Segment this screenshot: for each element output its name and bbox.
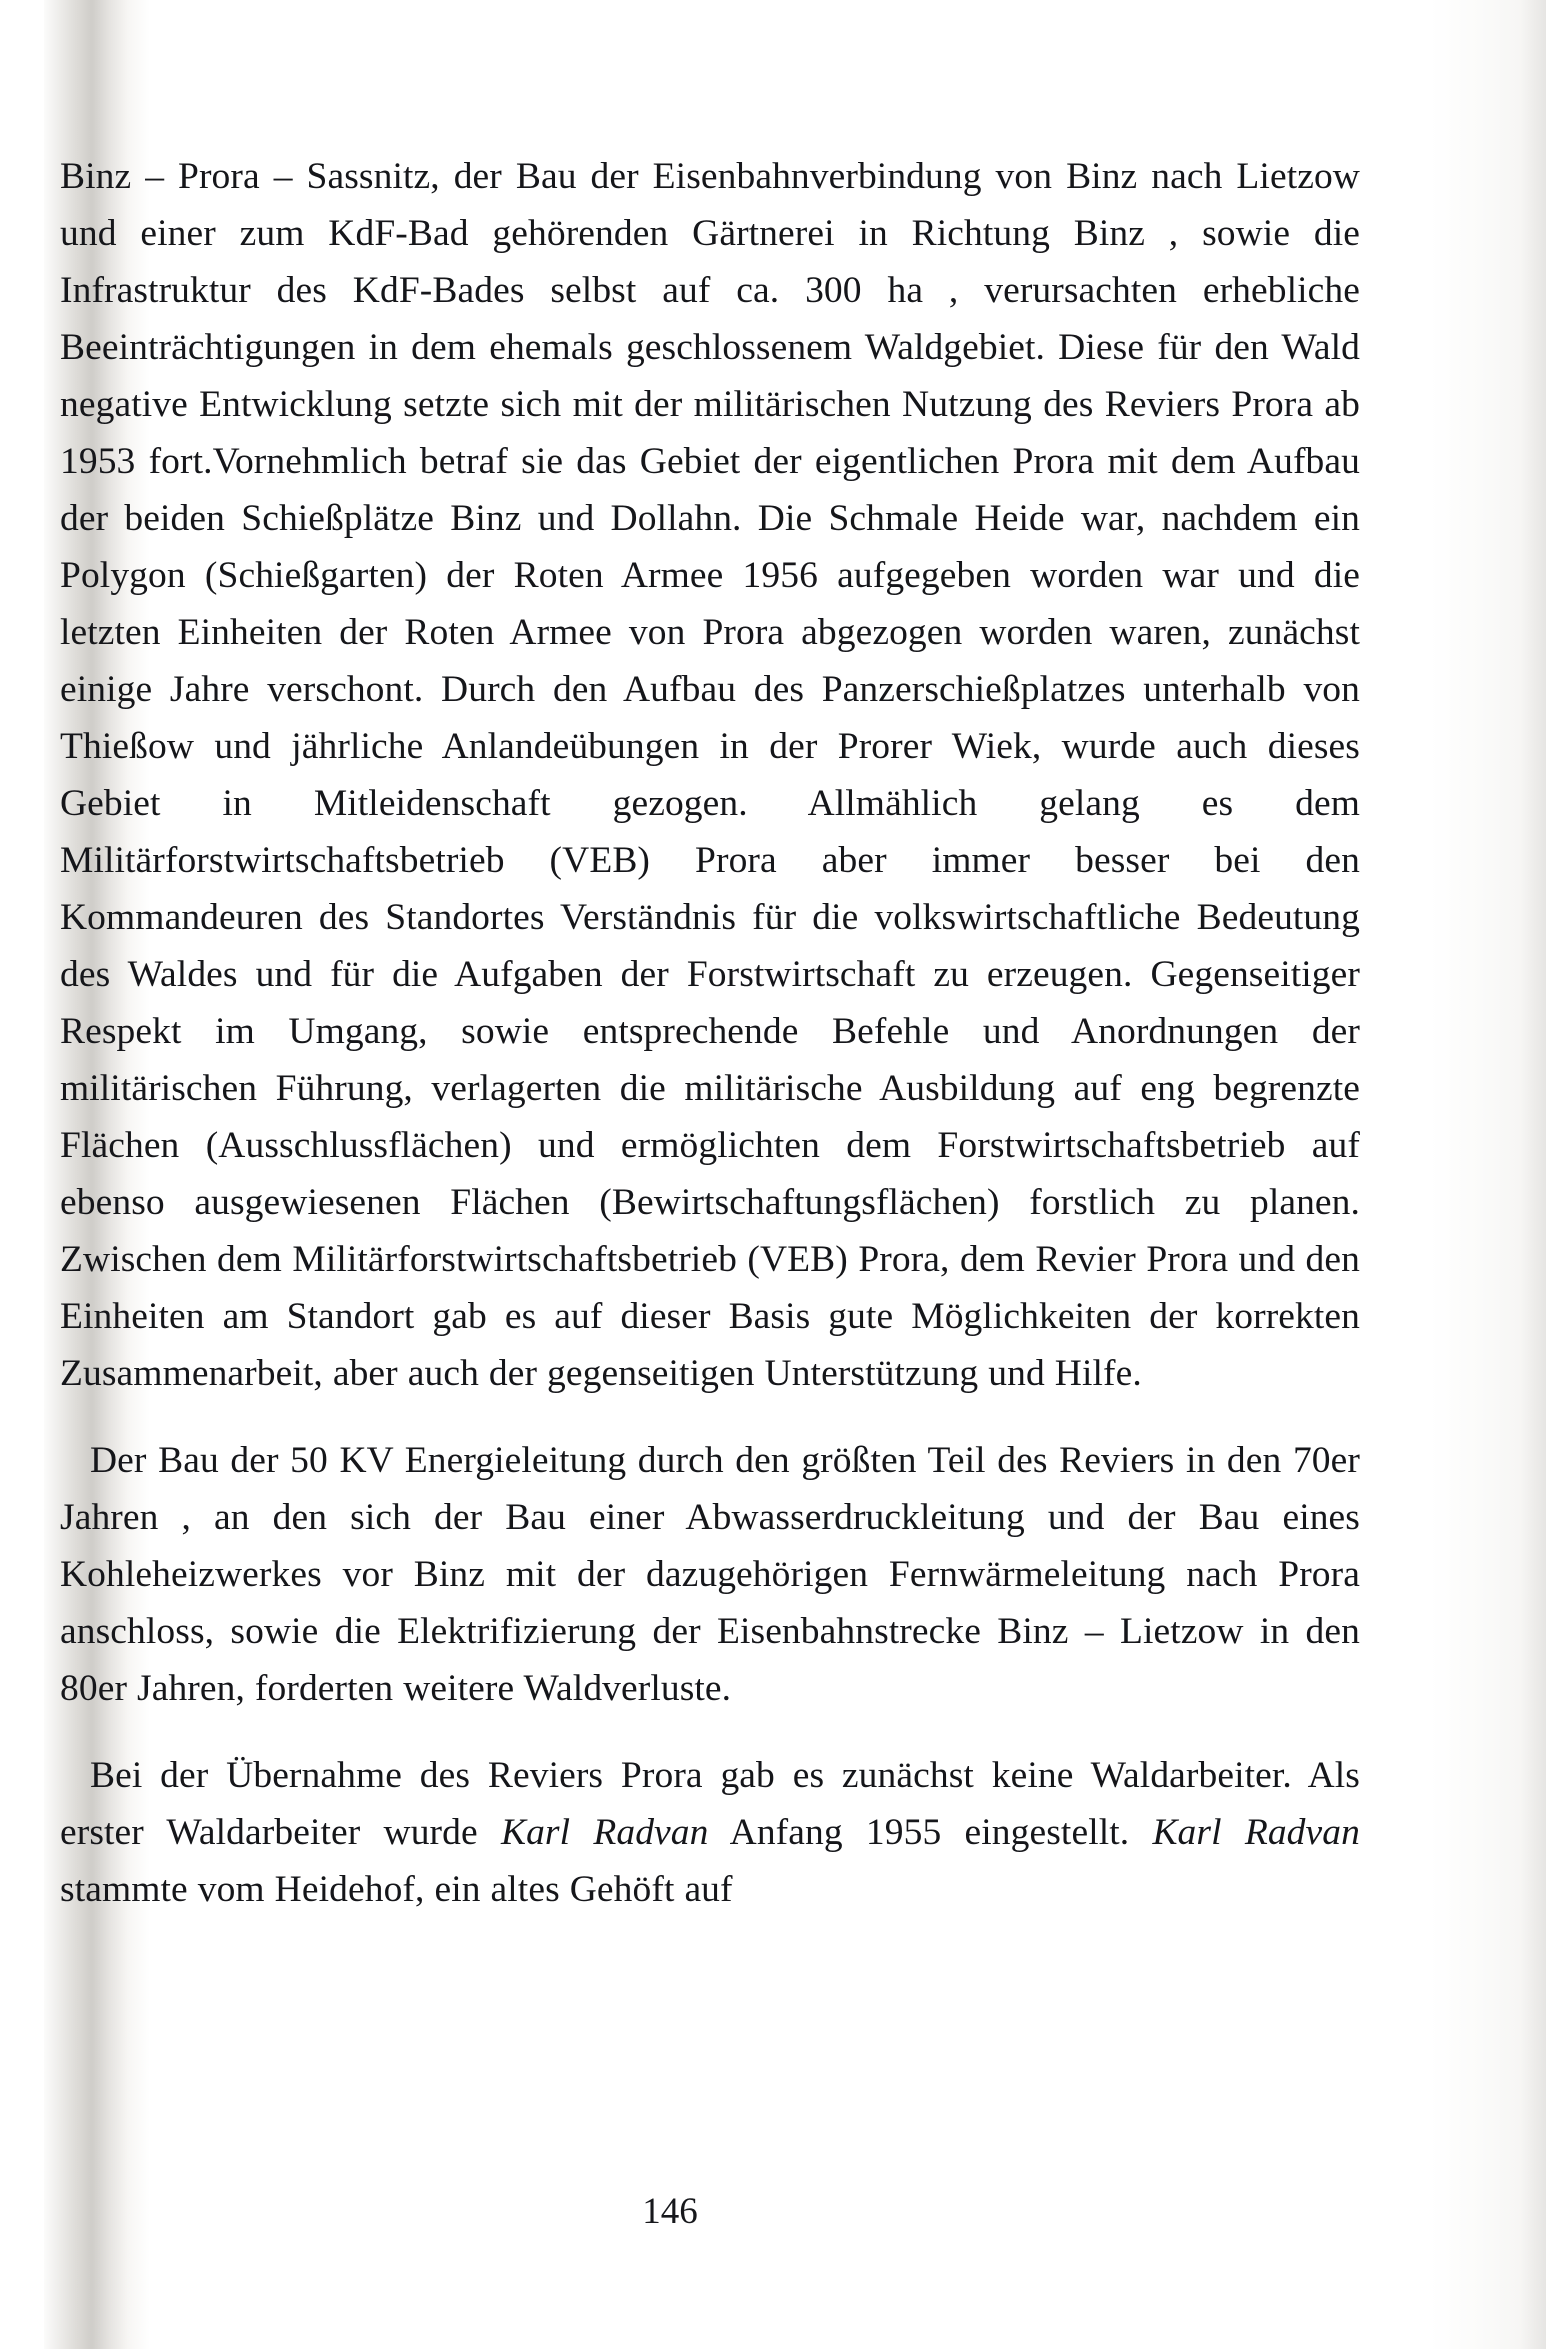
page-edge-shadow xyxy=(1520,0,1546,2349)
page-number: 146 xyxy=(642,2191,698,2232)
body-text xyxy=(60,148,1360,2232)
text-run: Bei der Übernahme des Reviers Prora gab es zunächst keine Waldarbeiter. Als erster Waldarbeiter wurde xyxy=(60,1755,1360,1853)
text-run: Karl Radvan xyxy=(1152,1812,1360,1853)
paragraph-1 xyxy=(60,148,1360,1402)
text-run: Binz – Prora – Sassnitz, der Bau der Eisenbahnverbindung von Binz nach Lietzow und einer zum KdF-Bad gehörenden Gärtnerei in Richtung Binz , sowie die Infrastruktur des KdF-Bades selbst auf ca. 300 ha , verursachten erhebliche Beeinträchtigungen in dem ehemals geschlossenem Waldgebiet. Diese für den Wald negative Entwicklung setzte sich mit der militärischen Nutzung des Reviers Prora ab 1953 fort.Vornehmlich betraf sie das Gebiet der eigentlichen Prora mit dem Aufbau der beiden Schießplätze Binz und Dollahn. Die Schmale Heide war, nachdem ein Polygon (Schießgarten) der Roten Armee 1956 aufgegeben worden war und die letzten Einheiten der Roten Armee von Prora abgezogen worden waren, zunächst einige Jahre verschont. Durch den Aufbau des Panzerschießplatzes unterhalb von Thießow und jährliche Anlandeübungen in der Prorer Wiek, wurde auch dieses Gebiet in Mitleidenschaft gezogen. Allmählich gelang es dem Militärforstwirtschaftsbetrieb (VEB) Prora aber immer besser bei den Kommandeuren des Standortes Verständnis für die volkswirtschaftliche Bedeutung des Waldes und für die Aufgaben der Forstwirtschaft zu erzeugen. Gegenseitiger Respekt im Umgang, sowie entsprechende Befehle und Anordnungen der militärischen Führung, verlagerten die militärische Ausbildung auf eng begrenzte Flächen (Ausschlussflächen) und ermöglichten dem Forstwirtschaftsbetrieb auf ebenso ausgewiesenen Flächen (Bewirtschaftungsflächen) forstlich zu planen. Zwischen dem Militärforstwirtschaftsbetrieb (VEB) Prora, dem Revier Prora und den Einheiten am Standort gab es auf dieser Basis gute Möglichkeiten der korrekten Zusammenarbeit, aber auch der gegenseitigen Unterstützung und Hilfe. xyxy=(60,156,1360,1394)
text-run: Der Bau der 50 KV Energieleitung durch den größten Teil des Reviers in den 70er Jahren , an den sich der Bau einer Abwasserdruckleitung und der Bau eines Kohleheizwerkes vor Binz mit der dazugehörigen Fernwärmeleitung nach Prora anschloss, sowie die Elektrifizierung der Eisenbahnstrecke Binz – Lietzow in den 80er Jahren, forderten weitere Waldverluste. xyxy=(60,1440,1360,1709)
paragraph-3 xyxy=(60,1747,1360,1918)
text-run: stammte vom Heidehof, ein altes Gehöft auf xyxy=(60,1869,733,1910)
text-run: Anfang 1955 eingestellt. xyxy=(708,1812,1153,1853)
paragraph-2 xyxy=(60,1432,1360,1717)
text-run: Karl Radvan xyxy=(500,1812,709,1853)
